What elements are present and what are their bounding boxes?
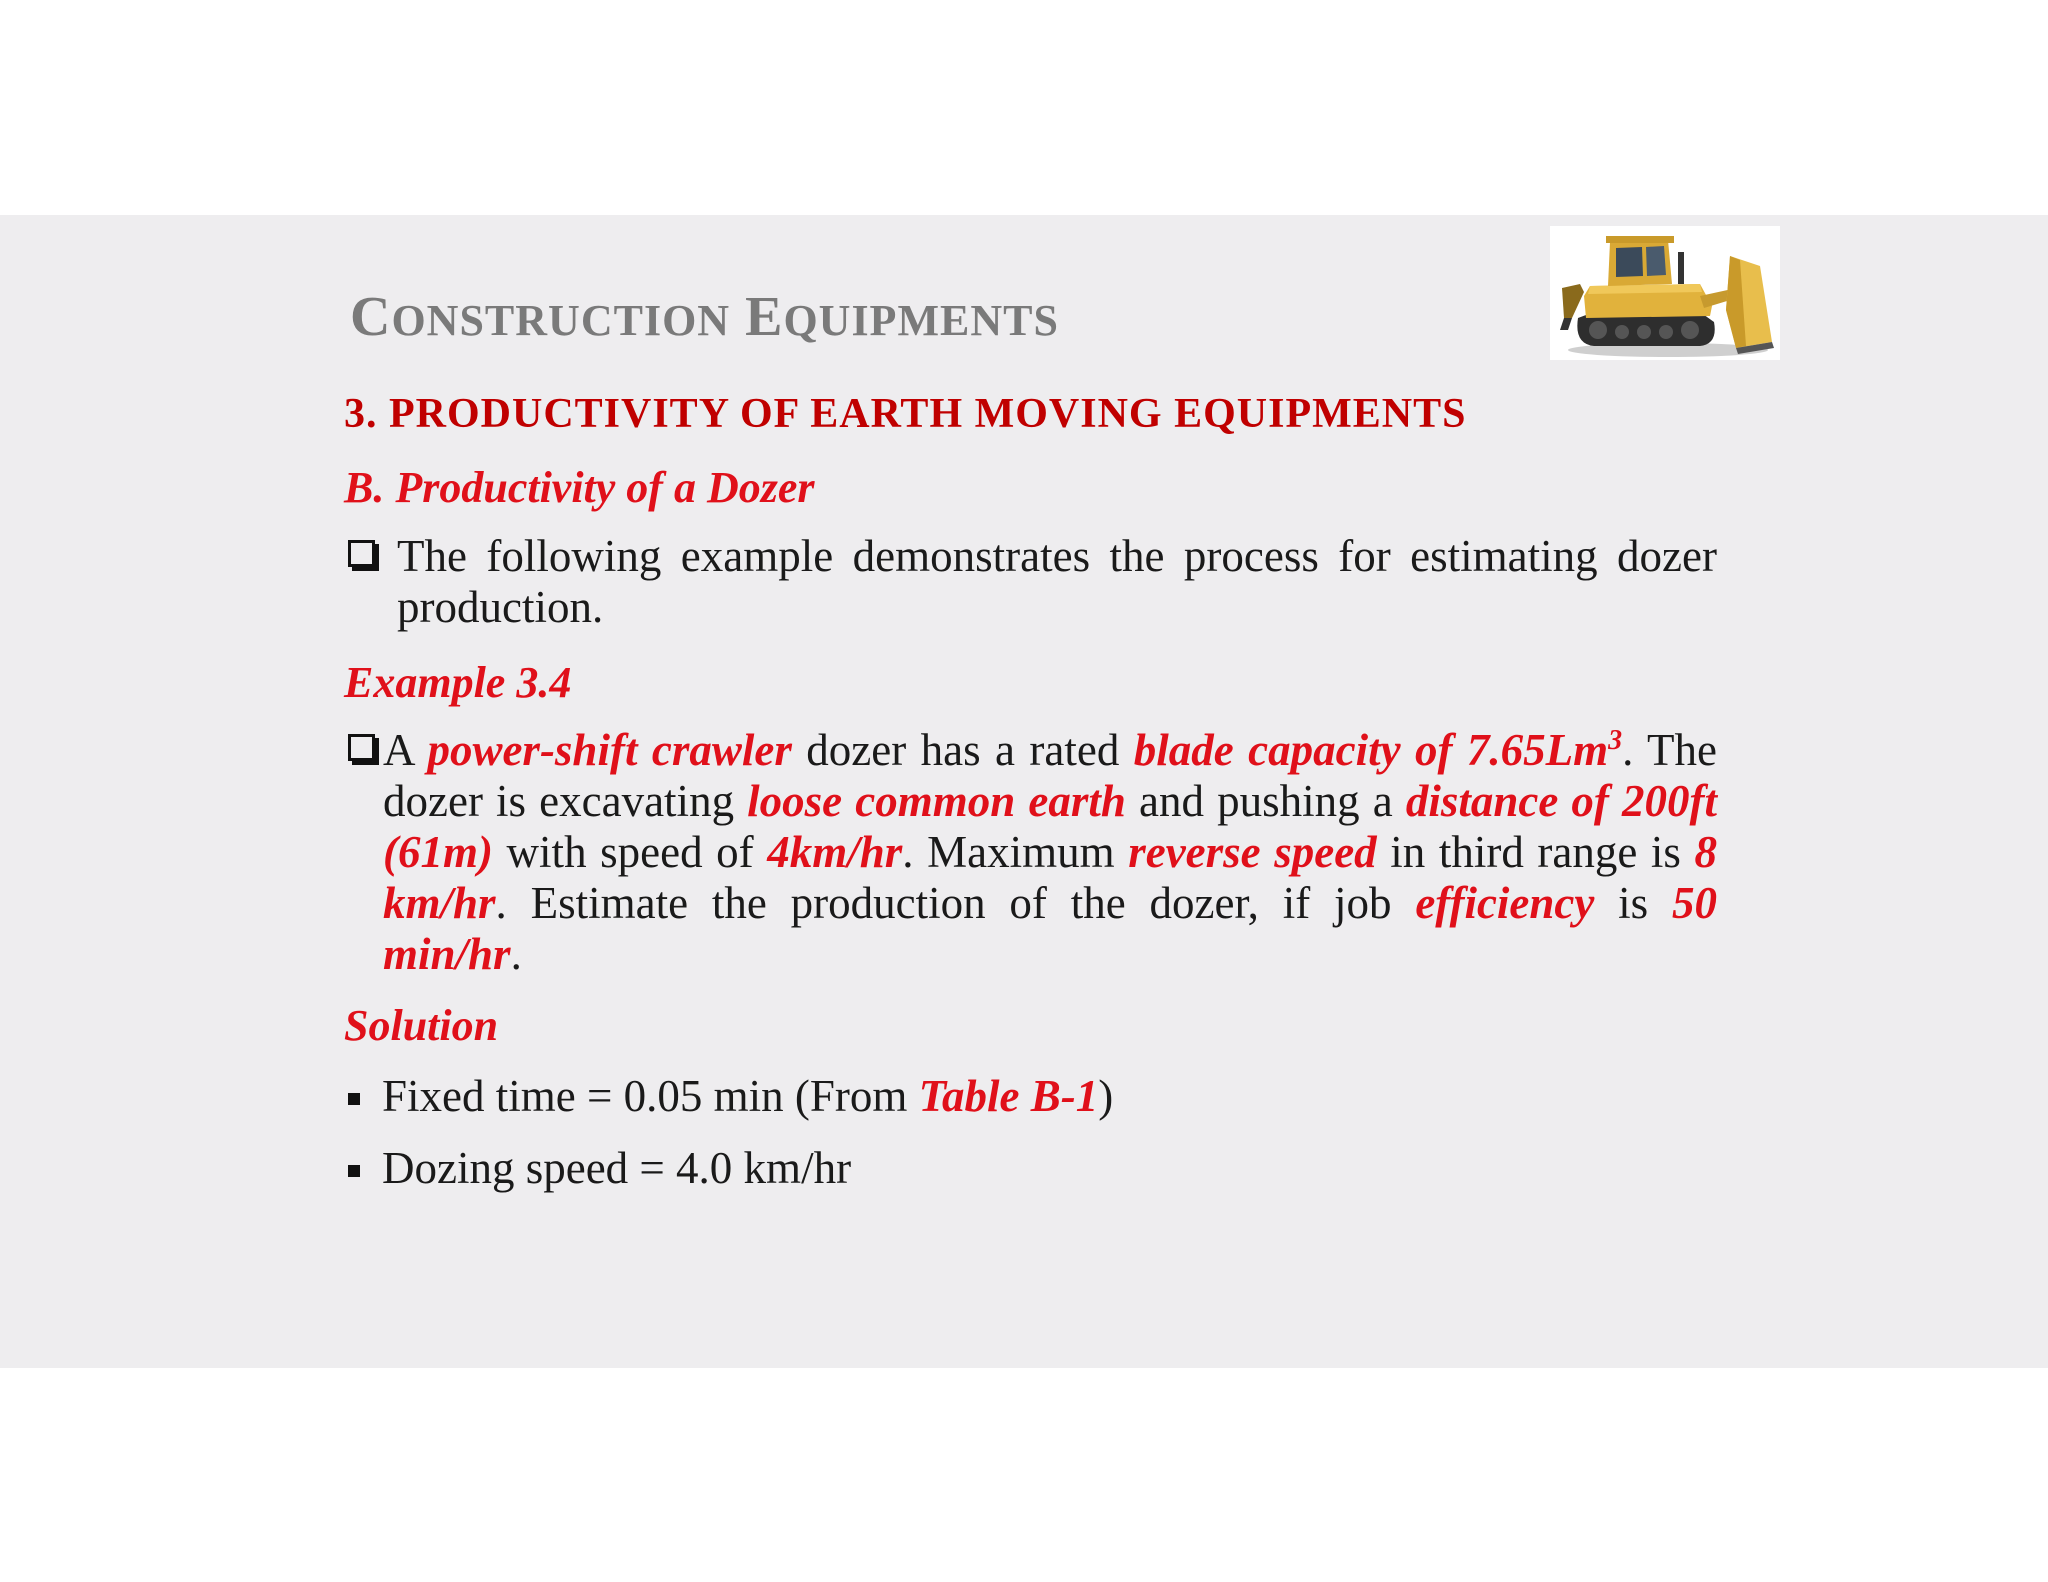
- example-paragraph: A power-shift crawler dozer has a rated blade capacity of 7.65Lm$^3$. The dozer is excavating loose common earth and pushing a distance of 200ft (61m) with speed of 4km/hr. Maximum reverse speed in third range is 8 km/hr. Estimate the production of the dozer, if job efficiency is 50 min/hr.: [383, 725, 1718, 979]
- solution-item: Fixed time = 0.05 min (From Table B-1): [382, 1071, 1114, 1121]
- example-title: Example 3.4: [344, 658, 572, 707]
- subheading-dozer-productivity: B. Productivity of a Dozer: [344, 463, 815, 512]
- solution-item: Dozing speed = 4.0 km/hr: [382, 1143, 852, 1193]
- bulldozer-image: [1550, 226, 1780, 360]
- page-title: CONSTRUCTION EQUIPMENTS: [350, 286, 1059, 348]
- checkbox-bullet-icon: [348, 540, 375, 567]
- square-bullet-icon: [348, 1165, 360, 1177]
- intro-paragraph: The following example demonstrates the process for estimating dozer production.: [397, 531, 1717, 632]
- checkbox-bullet-icon: [348, 734, 375, 761]
- solution-title: Solution: [344, 1001, 499, 1050]
- square-bullet-icon: [348, 1093, 360, 1105]
- section-heading: 3. PRODUCTIVITY OF EARTH MOVING EQUIPMENTS: [344, 391, 1467, 437]
- bulldozer-icon: [1550, 226, 1780, 360]
